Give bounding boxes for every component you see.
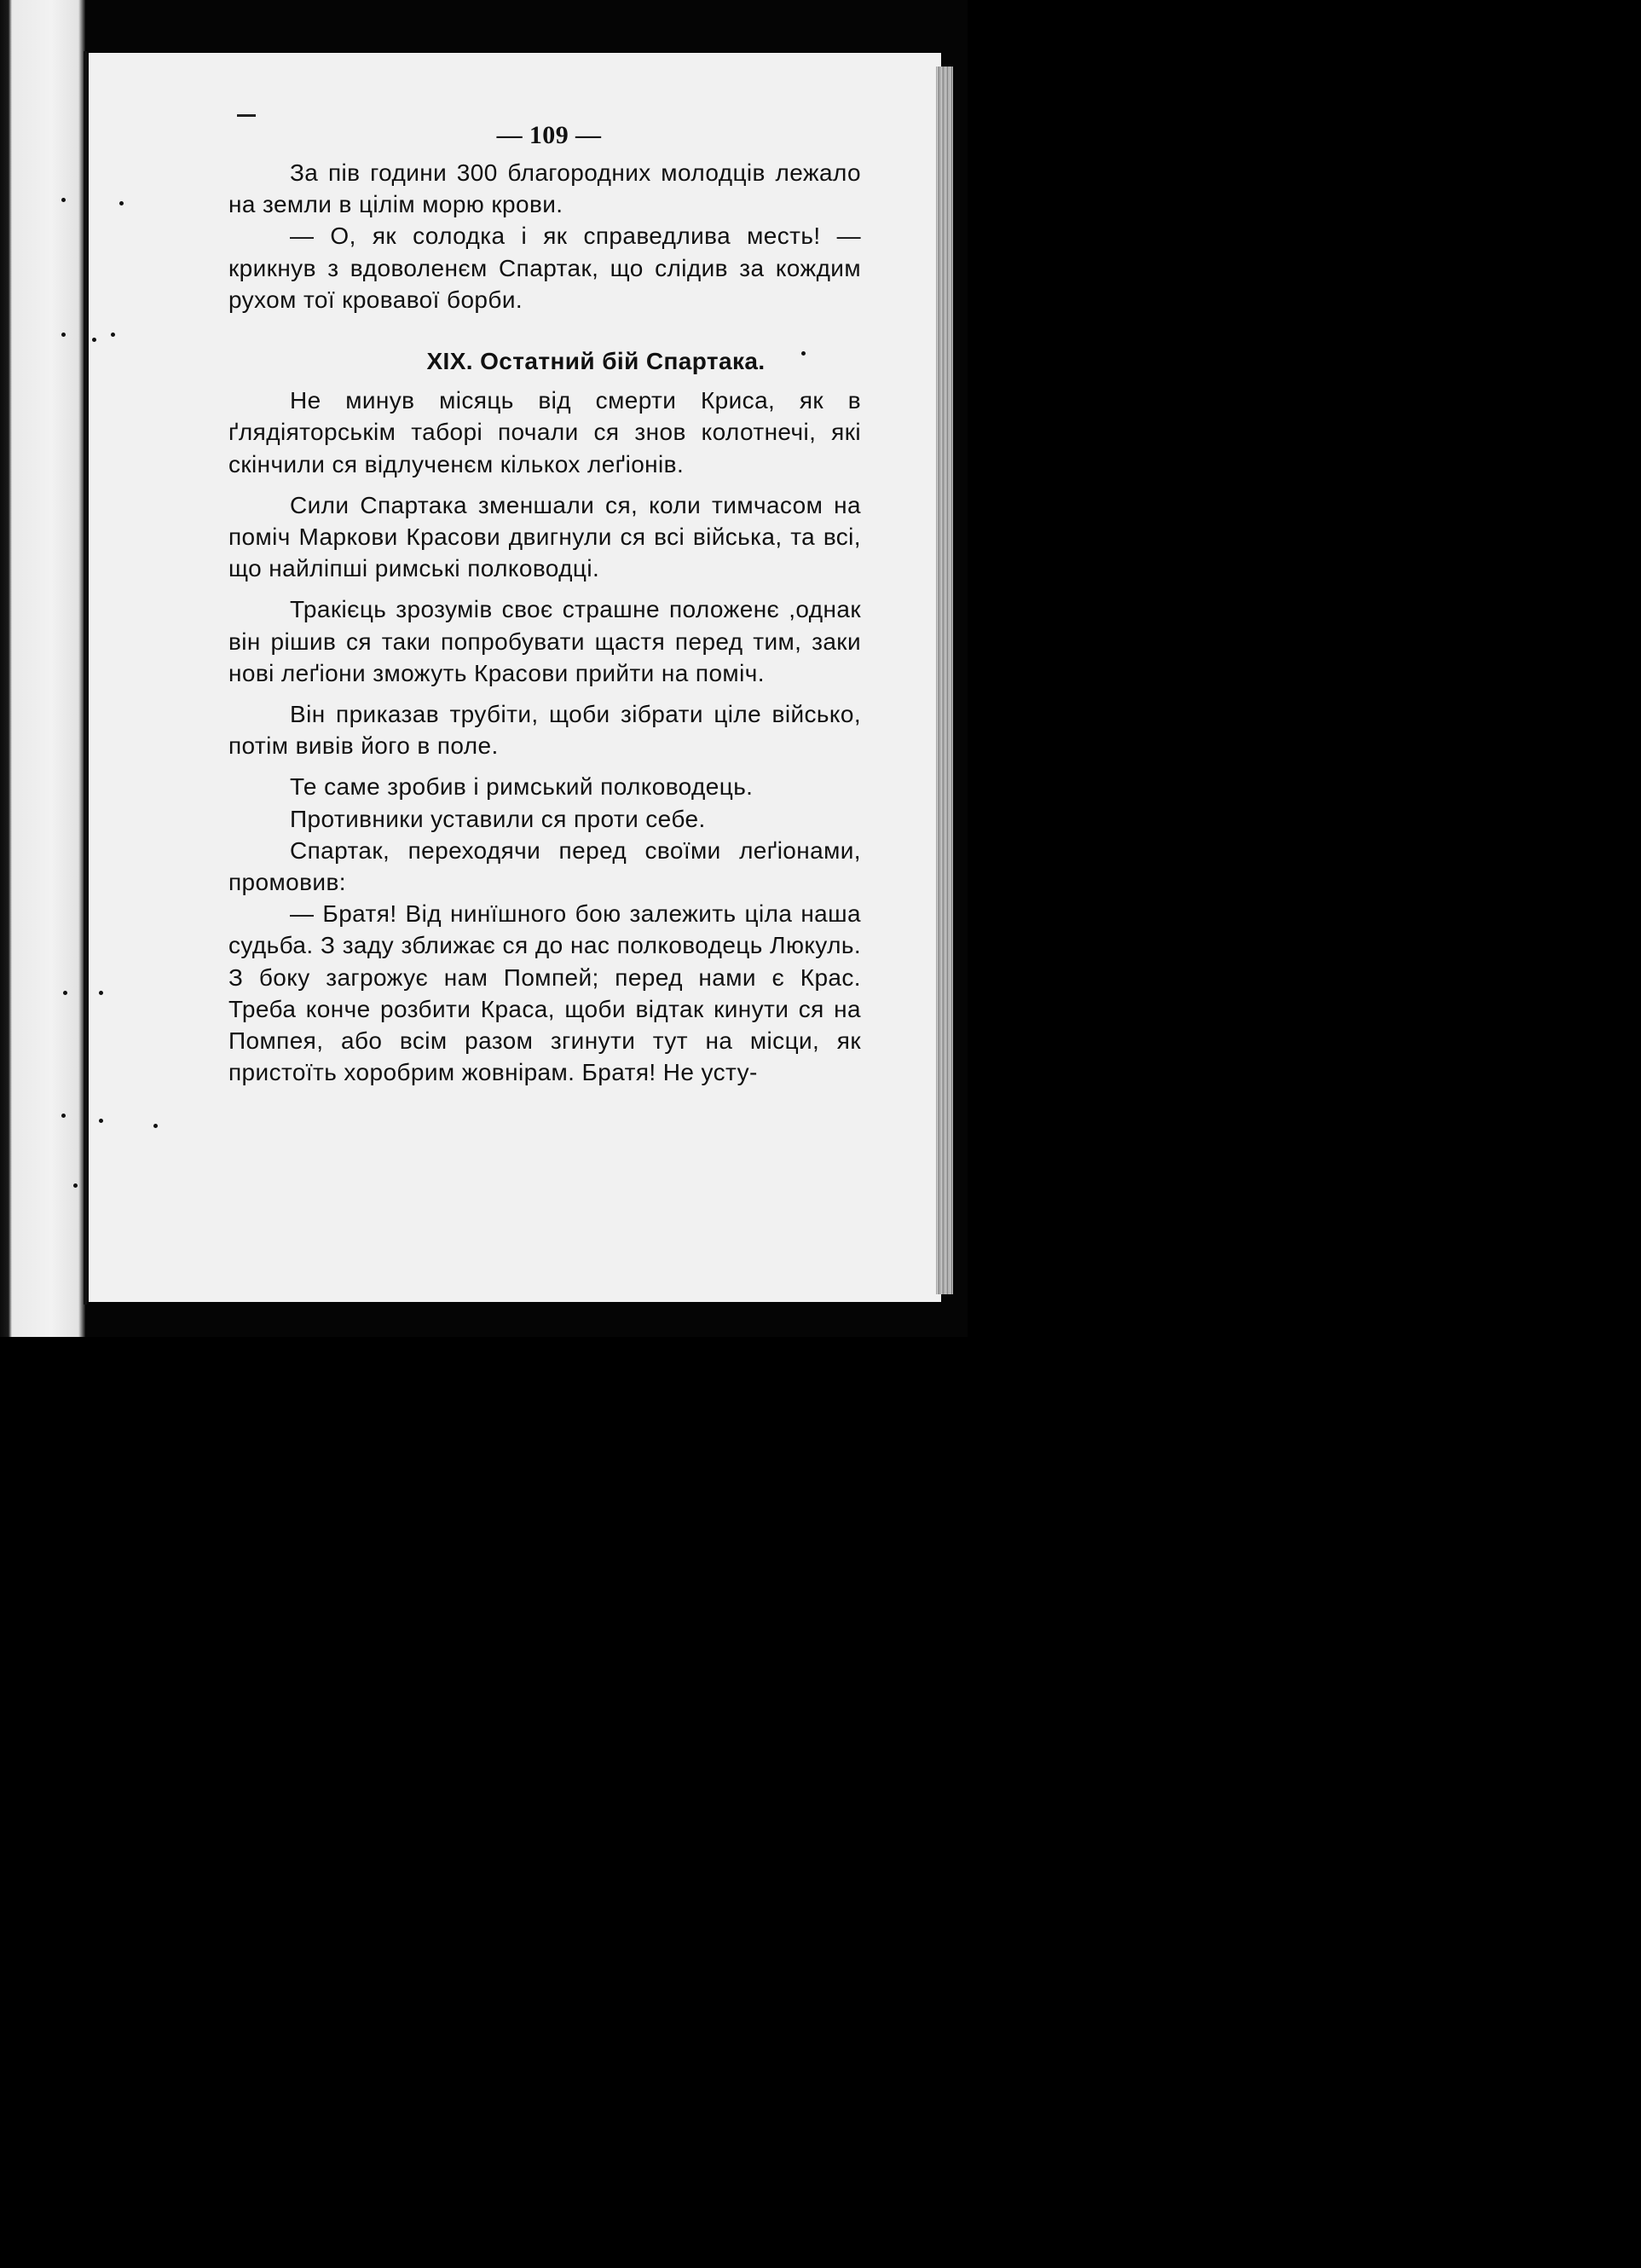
margin-speck — [99, 1119, 103, 1123]
paragraph: Те саме зробив і римський полководець. — [290, 773, 754, 801]
margin-speck — [73, 1183, 78, 1188]
margin-speck — [61, 198, 66, 202]
page-text — [228, 119, 861, 1088]
previous-page-edge — [0, 0, 85, 1337]
paragraph: Сили Спартака зменшали ся, коли тимчасом на поміч Маркови Красови двигнули ся всі війська, та всі, що найліпші римські полководці. — [228, 491, 861, 582]
margin-speck — [111, 333, 115, 337]
margin-speck — [92, 338, 96, 342]
margin-speck — [61, 1114, 66, 1118]
paragraph: — О, як солодка і як справедлива месть! — крикнув з вдоволенєм Спартак, що слідив за кождим рухом тої кровавої борби. — [228, 223, 861, 313]
page-stack-edges — [936, 67, 953, 1294]
paragraph: Не минув місяць від смерти Криса, як в ґлядіяторськім таборі почали ся знов колотнечі, які скінчили ся відлученєм кількох леґіонів. — [228, 387, 861, 477]
paragraph: Він приказав трубіти, щоби зібрати ціле військо, потім вивів його в поле. — [228, 701, 861, 760]
margin-speck — [153, 1124, 158, 1128]
book-gutter — [84, 51, 87, 1305]
stray-dash-mark — [237, 114, 256, 117]
paragraph: Тракієць зрозумів своє страшне положенє ,однак він рішив ся таки попробувати щастя перед тим, заки нові леґіони зможуть Красови прийти на поміч. — [228, 596, 861, 686]
margin-speck — [63, 991, 67, 995]
margin-speck — [119, 201, 124, 205]
margin-speck — [61, 333, 66, 337]
paragraph: Спартак, переходячи перед своїми леґіонами, промовив: — [228, 836, 861, 896]
margin-speck — [99, 991, 103, 995]
paragraph: Противники уставили ся проти себе. — [290, 805, 706, 832]
page-number: — 109 — — [496, 121, 602, 149]
chapter-title: XIX. Остатний бій Спартака. — [426, 348, 766, 375]
paragraph: За пів години 300 благородних молодців лежало на земли в цілім морю крови. — [228, 159, 861, 218]
paragraph: — Братя! Від нинїшного бою залежить ціла наша судьба. З заду зближає ся до нас полководець Люкуль. З боку загрожує нам Помпей; перед нами є Крас. Треба конче розбити Краса, щоби відтак кинути ся на Помпея, або всім разом згинути тут на місци, як пристоїть хоробрим жовнірам. Братя! Не усту- — [228, 900, 861, 1086]
